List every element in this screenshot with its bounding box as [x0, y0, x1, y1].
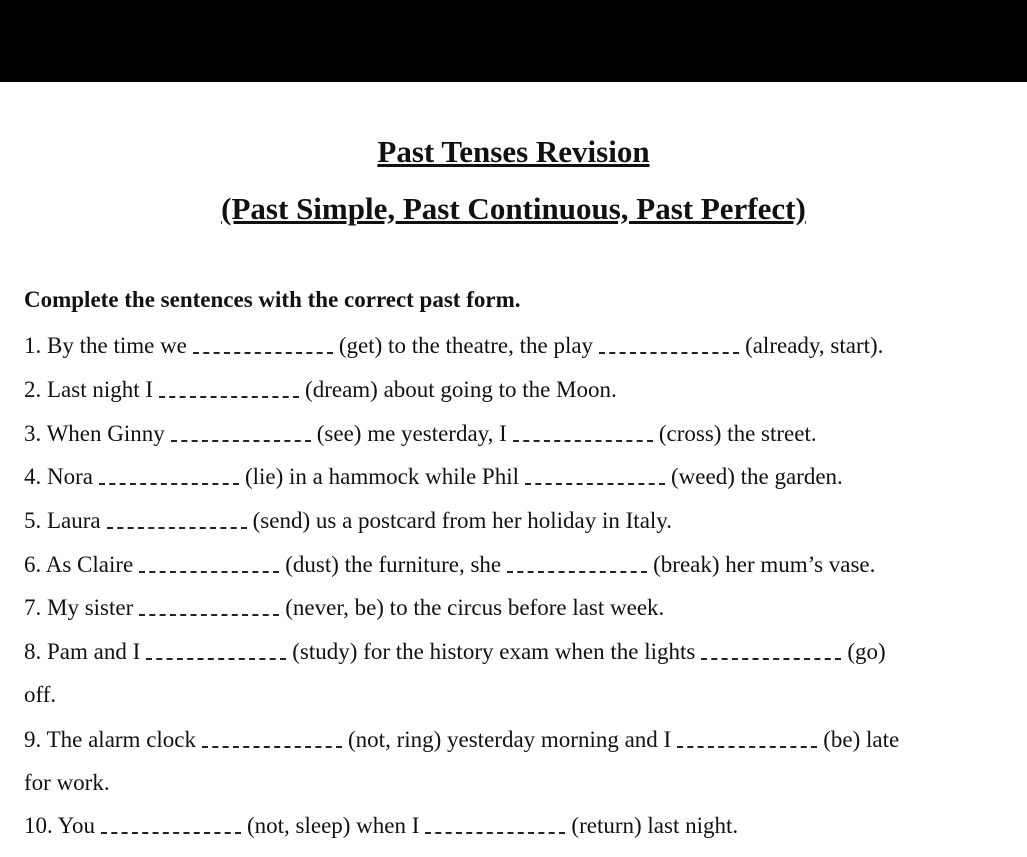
item-text: (break) her mum’s vase. — [653, 552, 876, 577]
exercise-item-8-continuation: off. — [24, 682, 57, 707]
answer-blank[interactable] — [599, 350, 739, 354]
exercise-item-9 — [24, 727, 899, 753]
item-text: (lie) in a hammock while Phil — [244, 464, 520, 489]
item-text: (cross) the street. — [658, 421, 817, 446]
top-black-bar — [0, 0, 1027, 82]
item-text: 10. You — [24, 813, 95, 838]
item-text: 5. Laura — [24, 508, 101, 533]
item-text: (be) late — [823, 727, 900, 752]
item-text: 6. As Claire — [24, 552, 134, 577]
item-text: 1. By the time we — [24, 333, 187, 358]
exercise-item-5 — [24, 508, 672, 534]
item-text: (go) — [847, 639, 886, 664]
item-text: (not, ring) yesterday morning and I — [348, 727, 672, 752]
answer-blank[interactable] — [159, 394, 299, 398]
exercise-item-10 — [24, 813, 738, 839]
item-text: (dust) the furniture, she — [285, 552, 502, 577]
exercise-item-7 — [24, 595, 664, 621]
answer-blank[interactable] — [425, 830, 565, 834]
instructions: Complete the sentences with the correct past form. — [24, 287, 521, 312]
item-text: 7. My sister — [24, 595, 134, 620]
item-text: (see) me yesterday, I — [316, 421, 507, 446]
answer-blank[interactable] — [139, 569, 279, 573]
answer-blank[interactable] — [146, 656, 286, 660]
answer-blank[interactable] — [99, 481, 239, 485]
answer-blank[interactable] — [171, 438, 311, 442]
item-text: 9. The alarm clock — [24, 727, 197, 752]
item-text: 3. When Ginny — [24, 421, 165, 446]
item-text: 8. Pam and I — [24, 639, 141, 664]
answer-blank[interactable] — [513, 438, 653, 442]
item-text: (not, sleep) when I — [246, 813, 420, 838]
item-text: (send) us a postcard from her holiday in Italy. — [252, 508, 673, 533]
answer-blank[interactable] — [107, 525, 247, 529]
worksheet-title: Past Tenses Revision — [377, 134, 650, 169]
answer-blank[interactable] — [677, 744, 817, 748]
item-text: 4. Nora — [24, 464, 93, 489]
exercise-item-9-continuation: for work. — [24, 770, 110, 795]
answer-blank[interactable] — [525, 481, 665, 485]
item-text: (get) to the theatre, the play — [338, 333, 594, 358]
answer-blank[interactable] — [193, 350, 333, 354]
item-text: 2. Last night I — [24, 377, 154, 402]
worksheet-subtitle: (Past Simple, Past Continuous, Past Perfect) — [221, 191, 806, 226]
exercise-item-1 — [24, 333, 883, 359]
item-text: (already, start). — [745, 333, 884, 358]
item-text: (weed) the garden. — [671, 464, 843, 489]
exercise-item-6 — [24, 552, 875, 578]
item-text: (dream) about going to the Moon. — [305, 377, 617, 402]
exercise-item-4 — [24, 464, 843, 490]
exercise-item-2 — [24, 377, 617, 403]
item-text: (study) for the history exam when the lights — [292, 639, 696, 664]
answer-blank[interactable] — [202, 744, 342, 748]
answer-blank[interactable] — [101, 830, 241, 834]
exercise-item-3 — [24, 421, 817, 447]
answer-blank[interactable] — [139, 612, 279, 616]
answer-blank[interactable] — [507, 569, 647, 573]
answer-blank[interactable] — [701, 656, 841, 660]
exercise-item-8 — [24, 639, 886, 665]
item-text: (return) last night. — [571, 813, 739, 838]
item-text: (never, be) to the circus before last week. — [285, 595, 665, 620]
